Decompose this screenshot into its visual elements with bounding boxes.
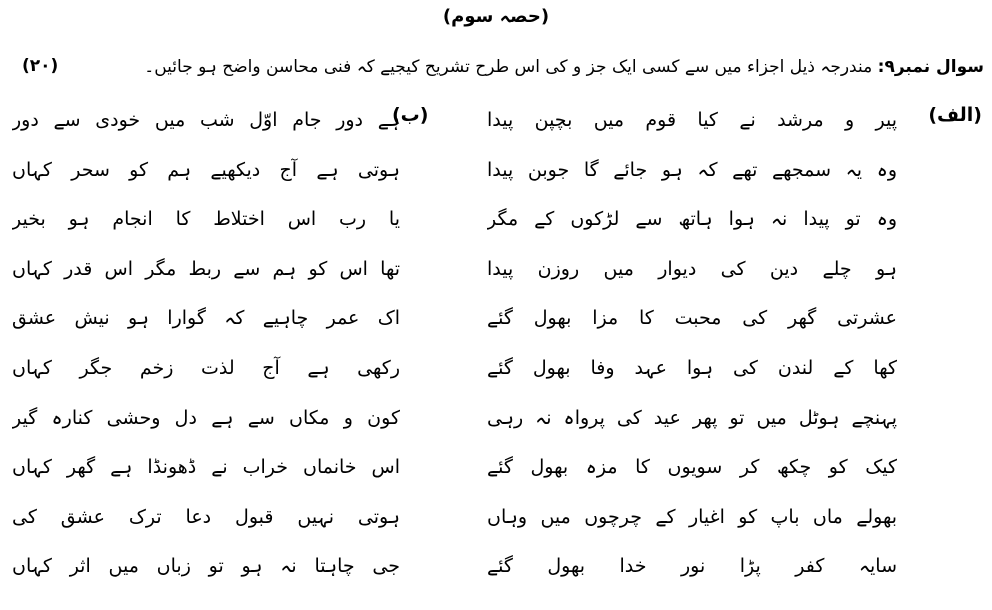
question-text: مندرجہ ذیل اجزاء میں سے کسی ایک جز و کی اس طرح تشریح کیجیے کہ فنی محاسن واضح ہو جائیں۔ [144, 57, 873, 77]
part-be-label: (ب) [392, 104, 429, 126]
verse-line: ہوتی ہے آج دیکھیے ہم کو سحر کہاں [12, 158, 400, 181]
verse-line: پیر و مرشد نے کیا قوم میں بچپن پیدا [487, 109, 897, 131]
verse-line: سایہ کفر پڑا نور خدا بھول گئے [487, 555, 897, 578]
verse-line: یا رب اس اختلاط کا انجام ہو بخیر [12, 208, 400, 231]
verse-line: پہنچے ہوٹل میں تو پھر عید کی پرواہ نہ رہی [487, 406, 897, 429]
verse-line: اس خانماں خراب نے ڈھونڈا ہے گھر کہاں [12, 456, 400, 479]
verse-line: رکھی ہے آج لذت زخم جگر کہاں [12, 356, 400, 379]
verse-line: کون و مکاں سے ہے دل وحشی کنارہ گیر [12, 406, 400, 429]
verse-line: ہو چلے دین کی دیوار میں روزن پیدا [487, 257, 897, 280]
part-alif-label: (الف) [928, 104, 982, 126]
verse-line: ہے دور جام اوّل شب میں خودی سے دور [12, 109, 400, 131]
verse-line: عشرتی گھر کی محبت کا مزا بھول گئے [487, 307, 897, 330]
verse-line: وہ یہ سمجھے تھے کہ ہو جائے گا جوبن پیدا [487, 158, 897, 181]
section-title: (حصہ سوم) [442, 6, 550, 27]
poem-part-be [12, 104, 400, 600]
verse-line: کھا کے لندن کی ہوا عہد وفا بھول گئے [487, 356, 897, 379]
verse-line: تھا اس کو ہم سے ربط مگر اس قدر کہاں [12, 257, 400, 280]
poem-part-alif [487, 104, 897, 600]
verse-line: ہوتی نہیں قبول دعا ترک عشق کی [12, 505, 400, 528]
verse-line: کیک کو چکھ کر سویوں کا مزہ بھول گئے [487, 456, 897, 479]
verse-line: وہ تو پیدا نہ ہوا ہاتھ سے لڑکوں کے مگر [487, 208, 897, 231]
question-label: سوال نمبر۹: [877, 57, 984, 77]
verse-line: جی چاہتا نہ ہو تو زباں میں اثر کہاں [12, 555, 400, 578]
question-marks: (۲۰) [22, 56, 59, 76]
verse-line: بھولے ماں باپ کو اغیار کے چرچوں میں وہاں [487, 505, 897, 528]
verse-line: اک عمر چاہیے کہ گوارا ہو نیش عشق [12, 307, 400, 330]
question-line [8, 56, 984, 86]
